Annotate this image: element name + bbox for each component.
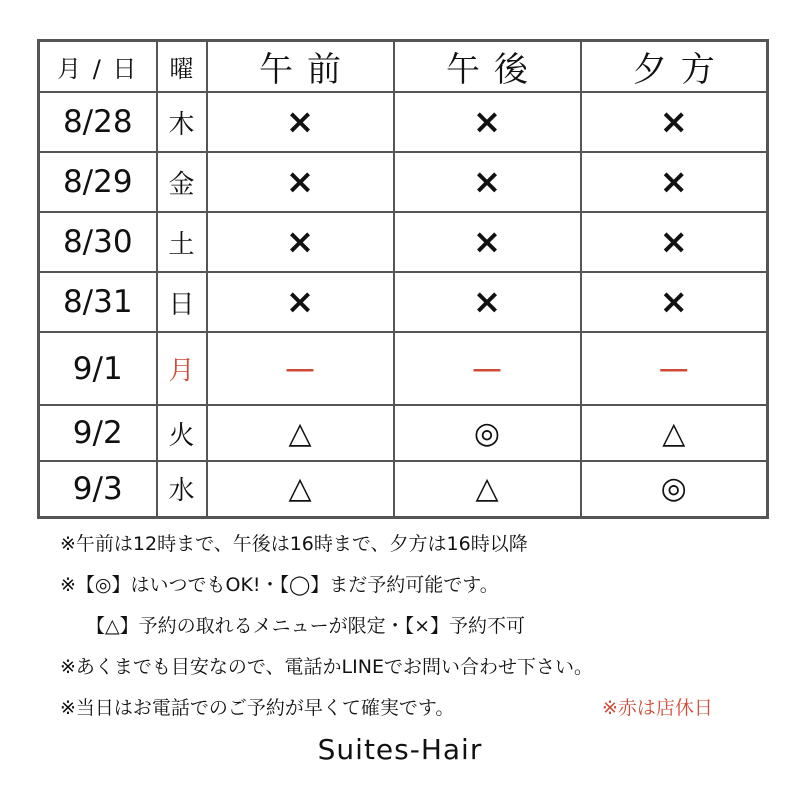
row-weekday: 月: [157, 332, 207, 405]
row-weekday: 水: [157, 461, 207, 518]
table-row: [39, 92, 768, 152]
header-afternoon: 午後: [394, 41, 581, 93]
table-row: [39, 212, 768, 272]
note-same-day-text: ※当日はお電話でのご予約が早くて確実です。: [60, 697, 455, 719]
row-weekday: 金: [157, 152, 207, 212]
note-closed-day: ※赤は店休日: [602, 697, 713, 719]
note-same-day: [60, 688, 780, 729]
row-date: 8/30: [39, 212, 157, 272]
slot-eve-status: －: [581, 332, 768, 405]
note-contact: ※あくまでも目安なので、電話かLINEでお問い合わせ下さい。: [60, 656, 593, 678]
row-date: 9/3: [39, 461, 157, 518]
table-row: [39, 405, 768, 461]
table-row: [39, 272, 768, 332]
slot-am-status: ×: [207, 92, 394, 152]
header-evening: 夕方: [581, 41, 768, 93]
availability-table: [37, 39, 769, 519]
table-header-row: [39, 41, 768, 93]
row-weekday: 木: [157, 92, 207, 152]
slot-pm-status: ×: [394, 212, 581, 272]
row-date: 8/29: [39, 152, 157, 212]
table-row: [39, 332, 768, 405]
slot-am-status: △: [207, 405, 394, 461]
slot-pm-status: －: [394, 332, 581, 405]
slot-eve-status: △: [581, 405, 768, 461]
slot-am-status: ×: [207, 212, 394, 272]
slot-pm-status: ×: [394, 92, 581, 152]
slot-eve-status: ×: [581, 92, 768, 152]
slot-pm-status: △: [394, 461, 581, 518]
row-date: 8/31: [39, 272, 157, 332]
note-legend-1: ※【◎】はいつでもOK!・【◯】まだ予約可能です。: [60, 574, 499, 596]
slot-am-status: －: [207, 332, 394, 405]
slot-am-status: ×: [207, 152, 394, 212]
row-date: 9/1: [39, 332, 157, 405]
slot-pm-status: ×: [394, 152, 581, 212]
table-row: [39, 461, 768, 518]
slot-pm-status: ×: [394, 272, 581, 332]
slot-eve-status: ×: [581, 152, 768, 212]
slot-eve-status: ×: [581, 212, 768, 272]
note-legend-2: 【△】予約の取れるメニューが限定・【×】予約不可: [86, 615, 526, 637]
row-date: 8/28: [39, 92, 157, 152]
note-hours: ※午前は12時まで、午後は16時まで、夕方は16時以降: [60, 533, 528, 555]
slot-eve-status: ×: [581, 272, 768, 332]
row-date: 9/2: [39, 405, 157, 461]
slot-eve-status: ◎: [581, 461, 768, 518]
row-weekday: 日: [157, 272, 207, 332]
header-weekday: 曜: [157, 41, 207, 93]
row-weekday: 土: [157, 212, 207, 272]
slot-pm-status: ◎: [394, 405, 581, 461]
slot-am-status: ×: [207, 272, 394, 332]
slot-am-status: △: [207, 461, 394, 518]
table-row: [39, 152, 768, 212]
header-date: 月 / 日: [39, 41, 157, 93]
row-weekday: 火: [157, 405, 207, 461]
brand-name: Suites-Hair: [317, 733, 483, 766]
header-morning: 午前: [207, 41, 394, 93]
notes: [60, 524, 780, 729]
